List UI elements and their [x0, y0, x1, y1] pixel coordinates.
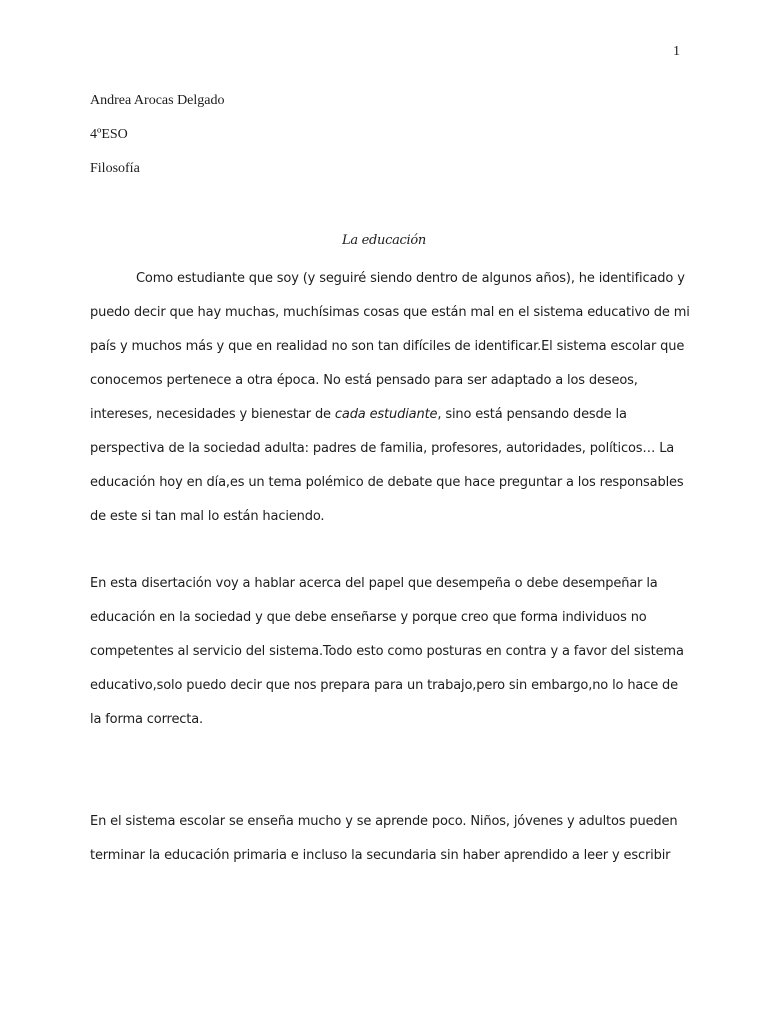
course-label: 4ºESO: [90, 127, 128, 142]
paragraph-intro: [90, 262, 690, 534]
document-title: La educación: [342, 233, 426, 248]
paragraph-line: Como estudiante que soy (y seguiré siendo dentro de algunos años), he identificado y: [136, 271, 685, 286]
paragraph-line: [90, 398, 670, 432]
page-number: 1: [673, 44, 680, 59]
paragraph-line: terminar la educación primaria e incluso la secundaria sin haber aprendido a leer y escribir: [90, 848, 671, 863]
subject-label: Filosofía: [90, 161, 140, 176]
paragraph-line: competentes al servicio del sistema.Todo esto como posturas en contra y a favor del sistema: [90, 644, 684, 659]
paragraph-line: En esta disertación voy a hablar acerca del papel que desempeña o debe desempeñar la: [90, 576, 658, 591]
paragraph-dissertation: [90, 567, 684, 737]
emphasis-text: cada estudiante: [334, 407, 438, 422]
paragraph-line: educación hoy en día,es un tema polémico de debate que hace preguntar a los responsables: [90, 475, 684, 490]
paragraph-line: educación en la sociedad y que debe enseñarse y porque creo que forma individuos no: [90, 610, 647, 625]
paragraph-line: puedo decir que hay muchas, muchísimas cosas que están mal en el sistema educativo de mi: [90, 305, 690, 320]
paragraph-line: perspectiva de la sociedad adulta: padres de familia, profesores, autoridades, políticos… La: [90, 441, 675, 456]
paragraph-school-system: [90, 805, 678, 873]
paragraph-line: conocemos pertenece a otra época. No está pensado para ser adaptado a los deseos,: [90, 373, 638, 388]
line-text: intereses, necesidades y bienestar de: [90, 407, 335, 422]
paragraph-line: país y muchos más y que en realidad no son tan difíciles de identificar.El sistema escolar que: [90, 339, 685, 354]
paragraph-line: la forma correcta.: [90, 712, 204, 727]
paragraph-line: educativo,solo puedo decir que nos prepara para un trabajo,pero sin embargo,no lo hace de: [90, 678, 679, 693]
author-name: Andrea Arocas Delgado: [90, 93, 225, 108]
paragraph-line: En el sistema escolar se enseña mucho y se aprende poco. Niños, jóvenes y adultos pueden: [90, 814, 678, 829]
paragraph-line: de este si tan mal lo están haciendo.: [90, 509, 325, 524]
line-text: , sino está pensando desde la: [437, 407, 627, 422]
